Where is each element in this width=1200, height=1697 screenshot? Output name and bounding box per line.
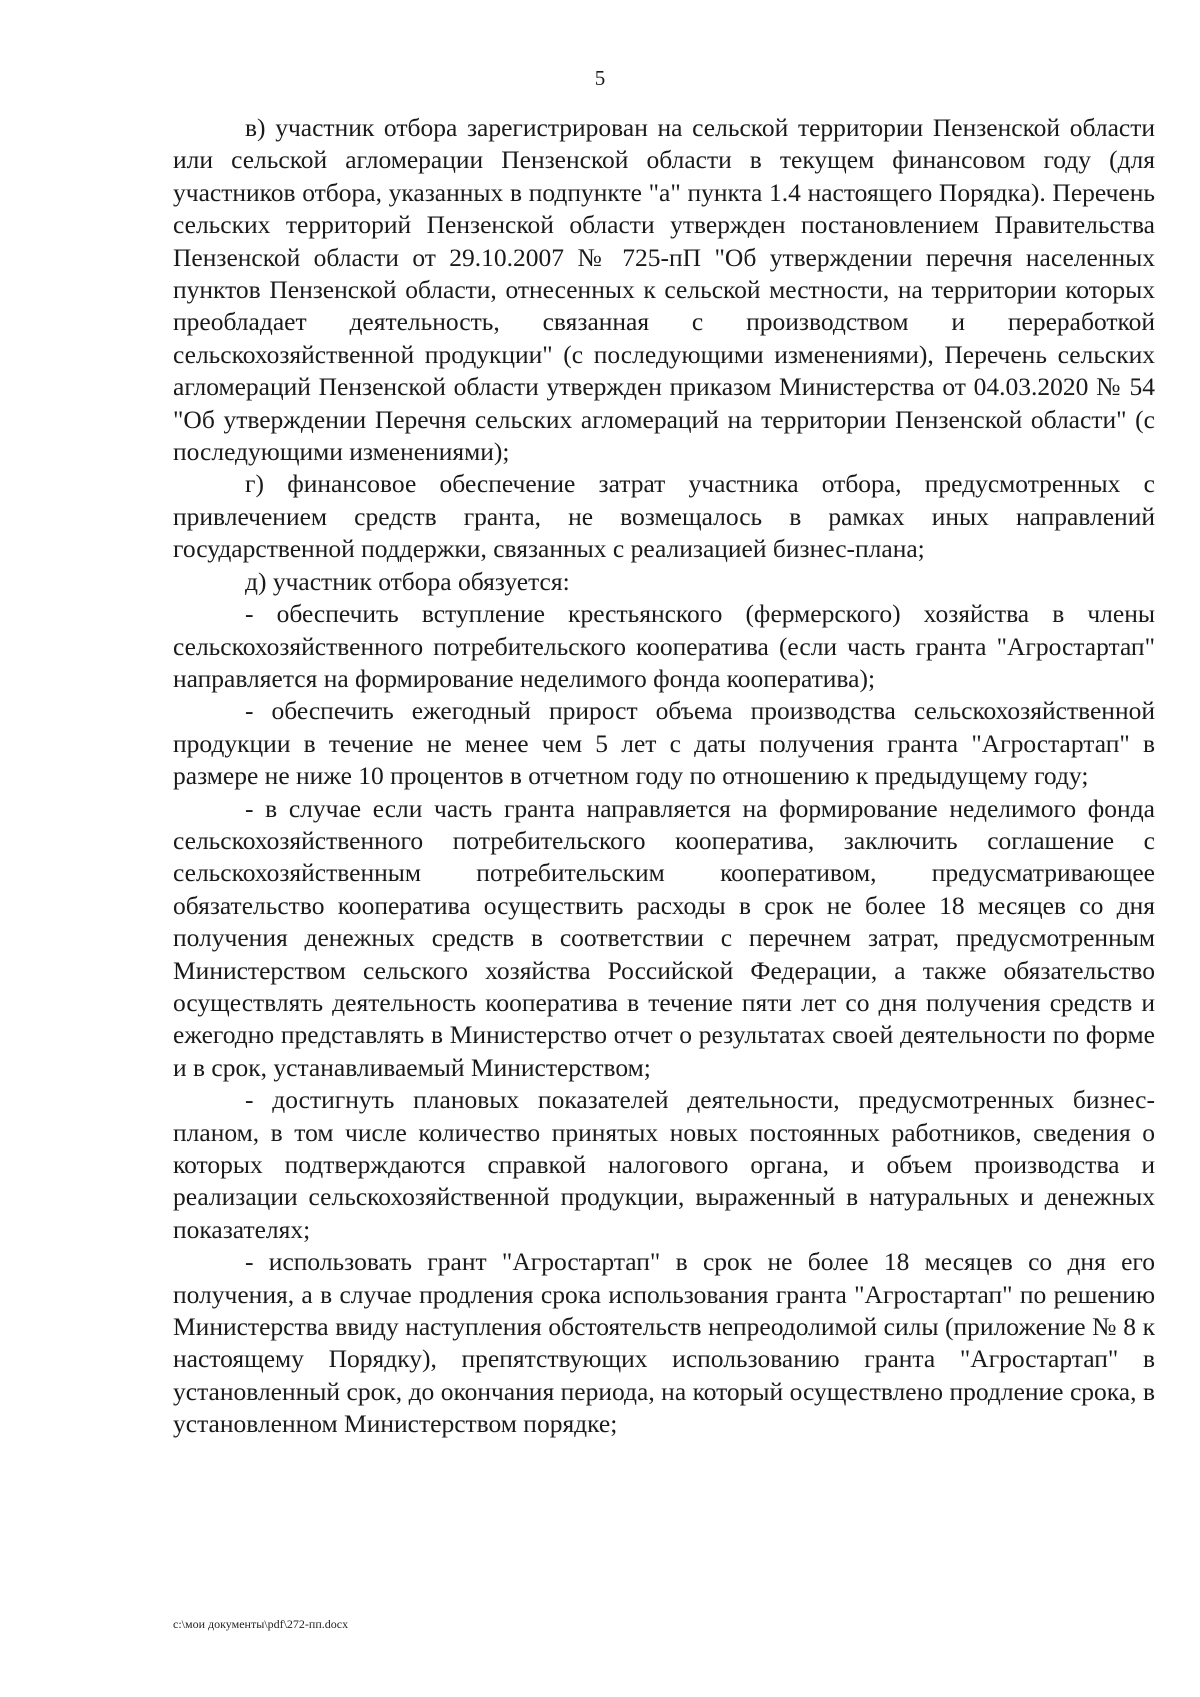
list-item: - обеспечить вступление крестьянского (фермерского) хозяйства в члены сельскохозяйственного потребительского кооператива (если часть гранта "Агростартап" направляется на формирование неделимого фонда кооператива); (173, 599, 1155, 693)
page-number: 5 (594, 66, 606, 90)
list-item: - использовать грант "Агростартап" в срок не более 18 месяцев со дня его получения, а в случае продления срока использования гранта "Агростартап" по решению Министерства ввиду наступления обстоятельств непреодолимой силы (приложение № 8 к настоящему Порядку), препятствующих использованию гранта "Агростартап" в установленный срок, до окончания периода, на который осуществлено продление срока, в установленном Министерством порядке; (173, 1247, 1155, 1439)
paragraph-g: г) финансовое обеспечение затрат участника отбора, предусмотренных с привлечением средств гранта, не возмещалось в рамках иных направлений государственной поддержки, связанных с реализацией бизнес-плана; (173, 469, 1155, 564)
list-item: - достигнуть плановых показателей деятельности, предусмотренных бизнес-планом, в том числе количество принятых новых постоянных работников, сведения о которых подтверждаются справкой налогового органа, и объем производства и реализации сельскохозяйственной продукции, выраженный в натуральных и денежных показателях; (173, 1085, 1155, 1244)
list-item: - обеспечить ежегодный прирост объема производства сельскохозяйственной продукции в течение не менее чем 5 лет с даты получения гранта "Агростартап" в размере не ниже 10 процентов в отчетном году по отношению к предыдущему году; (173, 696, 1155, 791)
paragraph-d: д) участник отбора обязуется: (245, 566, 570, 596)
list-item: - в случае если часть гранта направляется на формирование неделимого фонда сельскохозяйственного потребительского кооператива, заключить соглашение с сельскохозяйственным потребительским кооперативом, предусматривающее обязательство кооператива осуществить расходы в срок не более 18 месяцев со дня получения денежных средств в соответствии с перечнем затрат, предусмотренным Министерством сельского хозяйства Российской Федерации, а также обязательство осуществлять деятельность кооператива в течение пяти лет со дня получения средств и ежегодно представлять в Министерство отчет о результатах своей деятельности по форме и в срок, устанавливаемый Министерством; (173, 793, 1155, 1082)
document-body (173, 112, 1155, 1441)
footer-file-path: c:\мои документы\pdf\272-пп.docx (173, 1617, 349, 1631)
paragraph-v: в) участник отбора зарегистрирован на сельской территории Пензенской области или сельской агломерации Пензенской области в текущем финансовом году (для участников отбора, указанных в подпункте "а" пункта 1.4 настоящего Порядка). Перечень сельских территорий Пензенской области утвержден постановлением Правительства Пензенской области от 29.10.2007 № 725-пП "Об утверждении перечня населенных пунктов Пензенской области, отнесенных к сельской местности, на территории которых преобладает деятельность, связанная с производством и переработкой сельскохозяйственной продукции" (с последующими изменениями), Перечень сельских агломераций Пензенской области утвержден приказом Министерства от 04.03.2020 № 54 "Об утверждении Перечня сельских агломераций на территории Пензенской области" (с последующими изменениями); (173, 113, 1155, 467)
